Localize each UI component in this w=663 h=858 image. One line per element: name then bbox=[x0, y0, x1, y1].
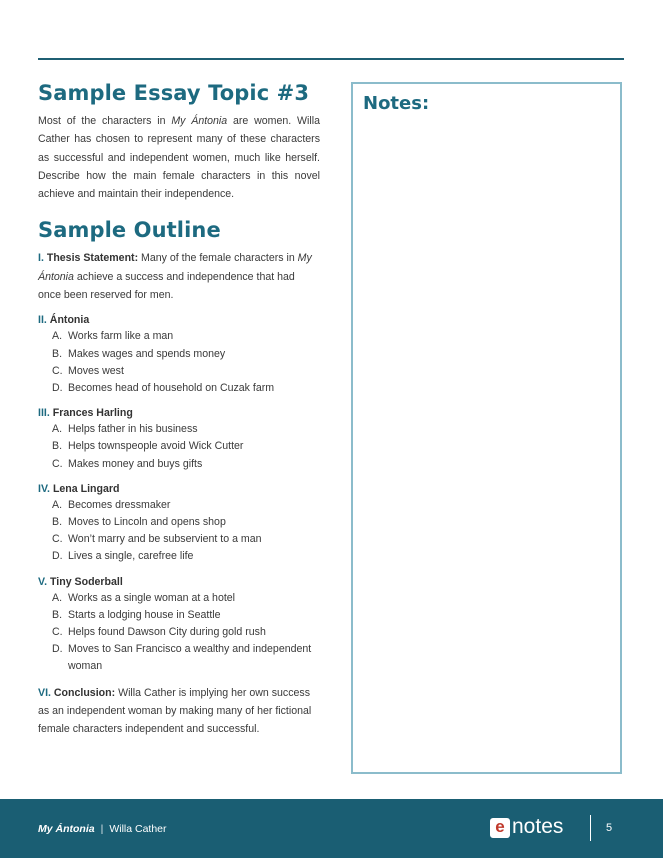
item-letter: A. bbox=[52, 423, 63, 436]
item-text: Works as a single woman at a hotel bbox=[68, 591, 236, 604]
item-text: Starts a lodging house in Seattle bbox=[68, 608, 221, 621]
item-text: Moves west bbox=[68, 364, 124, 377]
item-letter: C. bbox=[52, 533, 63, 546]
list-item bbox=[38, 641, 320, 675]
footer-book-title: My Ántonia bbox=[38, 823, 95, 835]
section-heading: IV. Lena Lingard bbox=[38, 482, 120, 495]
item-text: Moves to Lincoln and opens shop bbox=[68, 516, 226, 528]
footer-book-info bbox=[38, 823, 167, 835]
section-items bbox=[38, 328, 320, 397]
list-item bbox=[38, 590, 320, 607]
item-letter: B. bbox=[52, 347, 63, 360]
item-letter: A. bbox=[52, 498, 63, 511]
list-item bbox=[38, 624, 320, 641]
outline-section bbox=[38, 405, 320, 473]
item-text: Won’t marry and be subservient to a man bbox=[68, 533, 262, 546]
list-item bbox=[38, 438, 320, 455]
footer-author: Willa Cather bbox=[109, 823, 167, 835]
notes-box[interactable] bbox=[351, 82, 622, 774]
footer-divider bbox=[590, 815, 591, 841]
item-text: Helps father in his business bbox=[68, 423, 198, 436]
essay-topic-heading: Sample Essay Topic #3 bbox=[38, 81, 310, 105]
outline-sections bbox=[38, 312, 320, 675]
list-item bbox=[38, 380, 320, 397]
section-heading: II. Ántonia bbox=[38, 314, 90, 327]
item-letter: A. bbox=[52, 330, 63, 343]
section-heading: V. Tiny Soderball bbox=[38, 575, 123, 588]
item-letter: A. bbox=[52, 591, 63, 604]
list-item bbox=[38, 514, 320, 531]
item-text: Makes money and buys gifts bbox=[68, 457, 203, 470]
list-item bbox=[38, 328, 320, 345]
list-item bbox=[38, 497, 320, 514]
top-rule bbox=[38, 58, 624, 60]
notes-heading: Notes: bbox=[363, 93, 430, 114]
list-item bbox=[38, 421, 320, 438]
outline-section bbox=[38, 312, 320, 397]
item-letter: D. bbox=[52, 550, 63, 563]
list-item bbox=[38, 456, 320, 473]
section-heading: III. Frances Harling bbox=[38, 407, 133, 420]
section-items bbox=[38, 497, 320, 566]
item-text: Works farm like a man bbox=[68, 330, 174, 343]
item-letter: B. bbox=[52, 440, 63, 453]
list-item bbox=[38, 531, 320, 548]
footer-separator: | bbox=[100, 823, 104, 835]
list-item bbox=[38, 548, 320, 565]
item-letter: C. bbox=[52, 457, 63, 470]
item-letter: D. bbox=[52, 643, 63, 656]
item-letter: C. bbox=[52, 364, 63, 377]
outline-section bbox=[38, 481, 320, 566]
item-text: Helps townspeople avoid Wick Cutter bbox=[68, 440, 244, 453]
book-title: My Ántonia bbox=[171, 115, 228, 127]
section-items bbox=[38, 590, 320, 676]
book-title: My Ántonia bbox=[38, 252, 312, 283]
list-item bbox=[38, 346, 320, 363]
item-letter: B. bbox=[52, 516, 63, 528]
main-column bbox=[38, 78, 320, 739]
list-item bbox=[38, 607, 320, 624]
outline-section bbox=[38, 574, 320, 676]
item-text: Makes wages and spends money bbox=[68, 347, 226, 360]
footer bbox=[0, 799, 663, 858]
item-text: Lives a single, carefree life bbox=[68, 550, 194, 563]
item-letter: C. bbox=[52, 626, 63, 639]
item-text: Becomes dressmaker bbox=[68, 498, 171, 511]
essay-topic-text: Most of the characters in My Ántonia are women. Willa Cather has chosen to represent many of these characters as successful and independent women, much like herself. Describe how the main female characters in this novel achieve and maintain their independence. bbox=[38, 115, 320, 201]
section-items bbox=[38, 421, 320, 473]
item-letter: B. bbox=[52, 608, 63, 621]
item-text: Moves to San Francisco a wealthy and independent woman bbox=[68, 643, 312, 673]
conclusion: VI. Conclusion: Willa Cather is implying her own success as an independent woman by making many of her fictional female characters independent and successful. bbox=[38, 686, 312, 736]
enotes-e-icon: e bbox=[490, 818, 510, 838]
page-number: 5 bbox=[606, 822, 613, 834]
enotes-wordmark: notes bbox=[512, 815, 564, 838]
outline-heading: Sample Outline bbox=[38, 218, 221, 243]
item-text: Helps found Dawson City during gold rush bbox=[68, 626, 266, 639]
thesis-statement: I. Thesis Statement: Many of the female characters in My Ántonia achieve a success and independence that had once been reserved for men. bbox=[38, 252, 312, 302]
item-text: Becomes head of household on Cuzak farm bbox=[68, 381, 275, 394]
list-item bbox=[38, 363, 320, 380]
item-letter: D. bbox=[52, 381, 63, 394]
